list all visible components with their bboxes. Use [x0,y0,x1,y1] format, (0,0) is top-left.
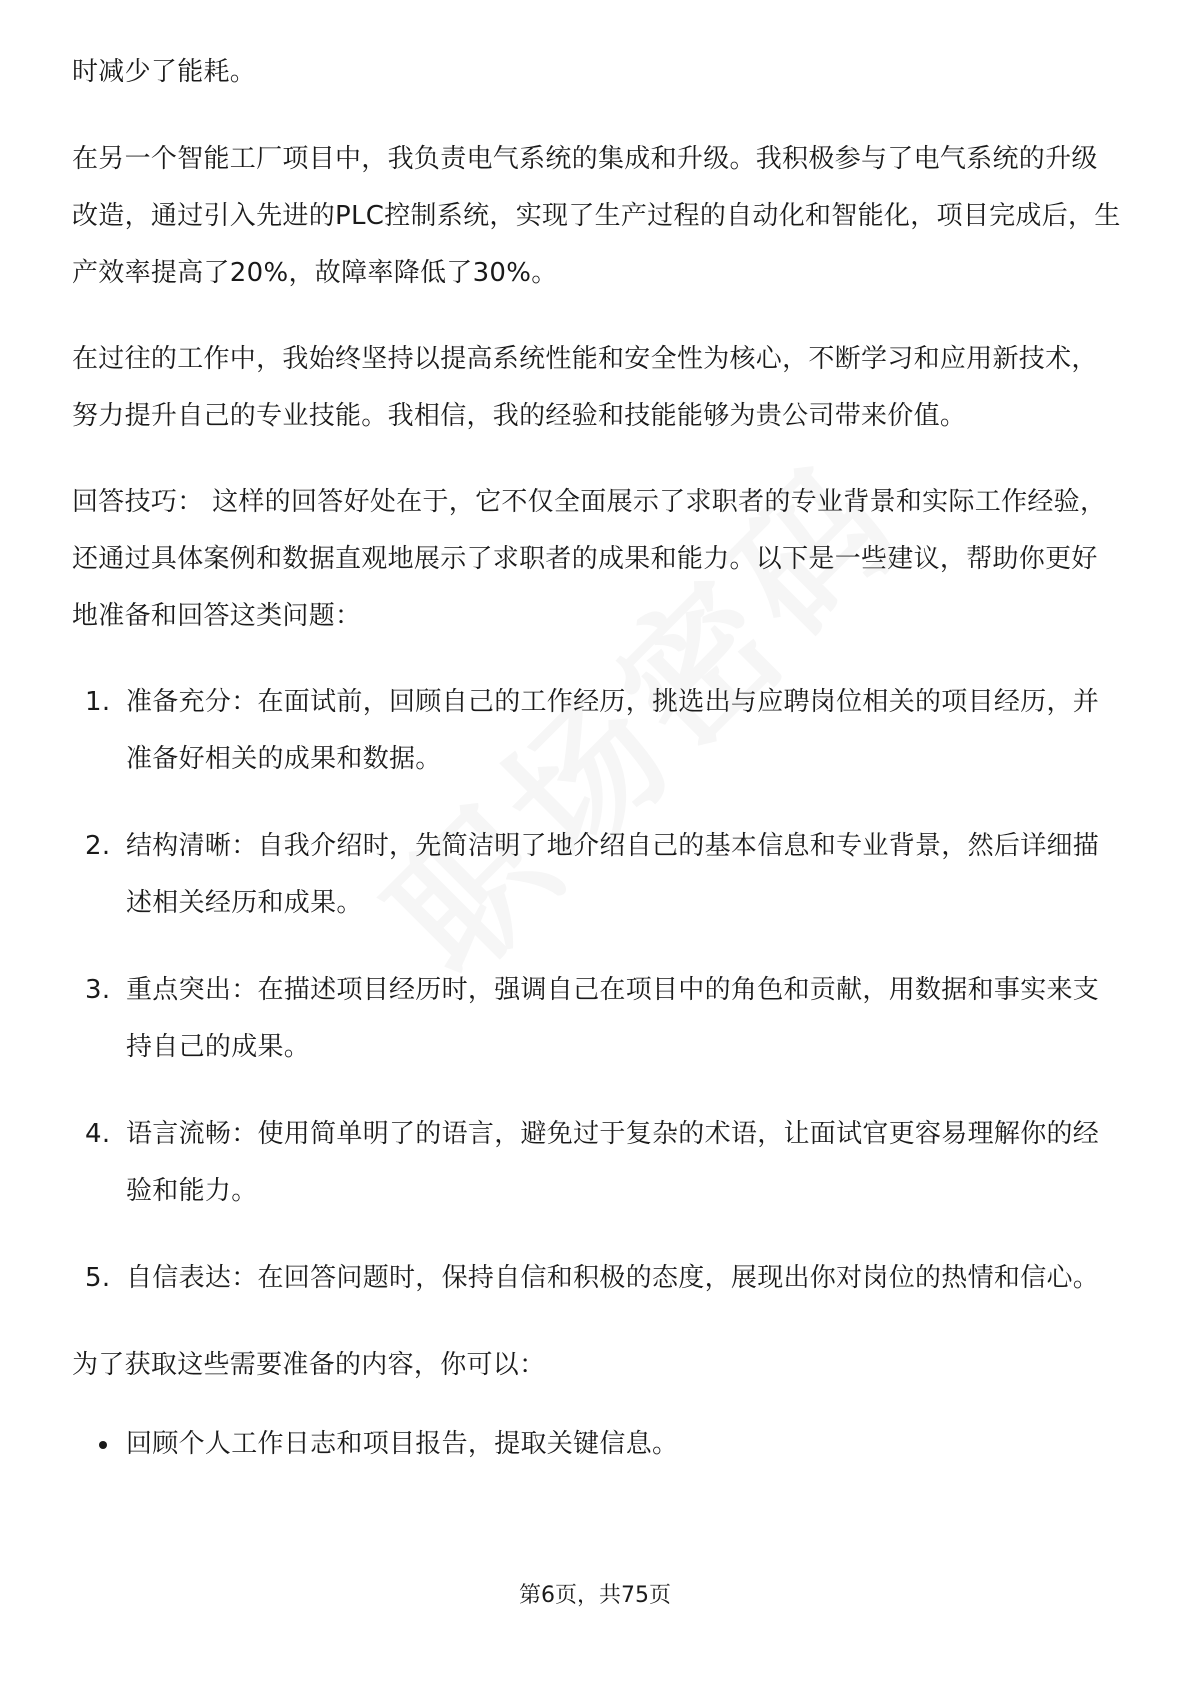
bullet-dot-icon [99,1441,107,1449]
bullet-item [72,1416,1122,1473]
list-item-text: 准备充分：在面试前，回顾自己的工作经历，挑选出与应聘岗位相关的项目经历，并准备好相关的成果和数据。 [126,687,1100,774]
tips-list [72,674,1122,1307]
list-item-text: 结构清晰：自我介绍时，先简洁明了地介绍自己的基本信息和专业背景，然后详细描述相关经历和成果。 [126,831,1100,918]
bullet-item-text: 回顾个人工作日志和项目报告，提取关键信息。 [126,1429,679,1459]
page-content [72,44,1122,1473]
paragraph-continuation: 时减少了能耗。 [72,57,257,87]
list-item [72,674,1122,788]
paragraph-answer-tips: 回答技巧： 这样的回答好处在于，它不仅全面展示了求职者的专业背景和实际工作经验，还通过具体案例和数据直观地展示了求职者的成果和能力。以下是一些建议，帮助你更好地准备和回答这类问题： [72,487,1107,631]
list-item [72,818,1122,932]
list-item-text: 语言流畅：使用简单明了的语言，避免过于复杂的术语，让面试官更容易理解你的经验和能力。 [126,1119,1100,1206]
list-number: 5. [85,1263,111,1293]
list-item-text: 重点突出：在描述项目经历时，强调自己在项目中的角色和贡献，用数据和事实来支持自己的成果。 [126,975,1100,1062]
paragraph-closing: 为了获取这些需要准备的内容，你可以： [72,1350,546,1380]
page-footer: 第6页，共75页 [519,1583,671,1608]
list-number: 3. [85,975,111,1005]
paragraph-experience-summary: 在过往的工作中，我始终坚持以提高系统性能和安全性为核心，不断学习和应用新技术，努力提升自己的专业技能。我相信，我的经验和技能能够为贵公司带来价值。 [72,344,1098,431]
list-number: 1. [85,687,111,717]
list-item [72,1106,1122,1220]
list-number: 2. [85,831,111,861]
list-item [72,962,1122,1076]
list-item [72,1250,1122,1307]
bullet-list [72,1416,1122,1473]
list-item-text: 自信表达：在回答问题时，保持自信和积极的态度，展现出你对岗位的热情和信心。 [126,1263,1100,1293]
list-number: 4. [85,1119,111,1149]
paragraph-smart-factory: 在另一个智能工厂项目中，我负责电气系统的集成和升级。我积极参与了电气系统的升级改造，通过引入先进的PLC控制系统，实现了生产过程的自动化和智能化，项目完成后，生产效率提高了20%，故障率降低了30%。 [72,144,1121,288]
